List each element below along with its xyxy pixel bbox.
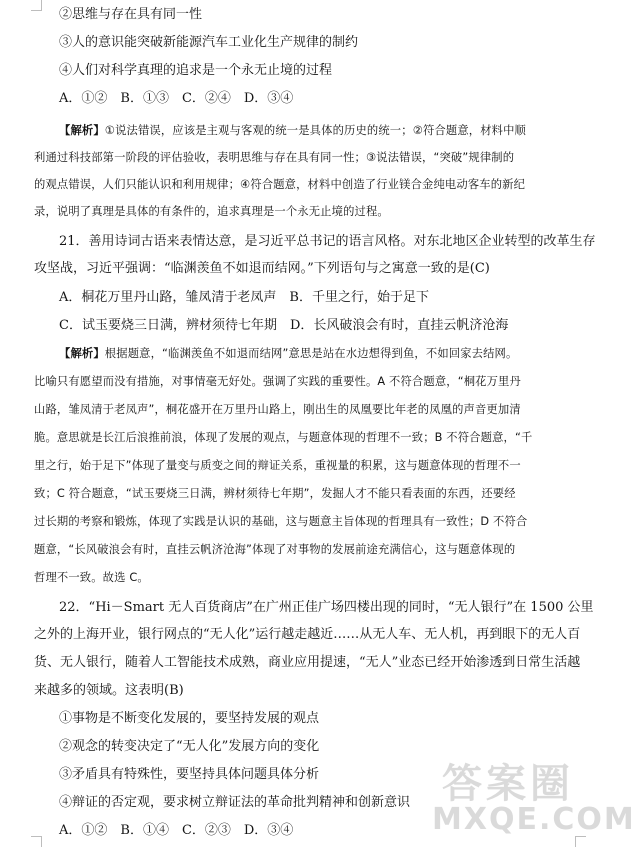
question-22-option-3: ③矛盾具有特殊性，要坚持具体问题具体分析 — [59, 767, 320, 782]
explanation-text: 根据题意，“临渊羡鱼不如退而结网”意思是站在水边想得到鱼，不如回家去结网。 — [104, 347, 518, 360]
question-22-option-1: ①事物是不断变化发展的，要坚持发展的观点 — [59, 711, 320, 726]
explanation-line: 里之行，始于足下”体现了量变与质变之间的辩证关系，重视量的积累，这与题意体现的哲理不一 — [34, 459, 521, 472]
explanation-line — [59, 345, 517, 363]
question-21-options: C．试玉要烧三日满，辨材须待七年期 D．长风破浪会有时，直挂云帆济沧海 — [59, 318, 509, 333]
explanation-text: ①说法错误，应该是主观与客观的统一是具体的历史的统一；②符合题意，材料中顺 — [104, 124, 526, 137]
question-22-choices: A．①② B．①④ C．②③ D．③④ — [59, 823, 294, 838]
option-line-2: ②思维与存在具有同一性 — [59, 7, 203, 22]
question-22-option-2: ②观念的转变决定了“无人化”发展方向的变化 — [59, 739, 320, 754]
explanation-line: 利通过科技部第一阶段的评估验收，表明思维与存在具有同一性；③说法错误，“突破”规律制的 — [34, 151, 515, 164]
option-line-3: ③人的意识能突破新能源汽车工业化生产规律的制约 — [59, 35, 359, 50]
watermark-bottom: MXQE.COM — [432, 802, 636, 837]
explanation-line: 题意，“长风破浪会有时，直挂云帆济沧海”体现了对事物的发展前途充满信心，这与题意体现的 — [34, 543, 516, 556]
margin-mark-bottom-left — [31, 836, 42, 847]
question-21-options: A．桐花万里丹山路，雏凤清于老凤声 B．千里之行，始于足下 — [59, 290, 429, 305]
question-21-text: 21．善用诗词古语来表情达意，是习近平总书记的语言风格。对东北地区企业转型的改革生存 — [59, 234, 596, 249]
option-line-4: ④人们对科学真理的追求是一个永无止境的过程 — [59, 63, 333, 78]
explanation-line: 脆。意思就是长江后浪推前浪，体现了发展的观点，与题意体现的哲理不一致；B 不符合题意，“千 — [34, 431, 533, 444]
question-22-option-4: ④辩证的否定观，要求树立辩证法的革命批判精神和创新意识 — [59, 795, 411, 810]
explanation-line: 过长期的考察和锻炼，体现了实践是认识的基础，这与题意主旨体现的哲理具有一致性；D 不符合 — [34, 515, 528, 528]
answer-choices: A．①② B．①③ C．②④ D．③④ — [59, 91, 294, 106]
question-22-text: 来越多的领域。这表明(B) — [34, 683, 184, 698]
question-22-text: 之外的上海开业，银行网点的“无人化”运行越走越近……从无人车、无人机，再到眼下的无人百 — [34, 627, 581, 642]
explanation-line: 哲理不一致。故选 C。 — [34, 571, 149, 584]
explanation-tag: 【解析】 — [59, 124, 105, 137]
explanation-line: 致；C 符合题意，“试玉要烧三日满，辨材须待七年期”，发掘人才不能只看表面的东西，还要经 — [34, 487, 516, 500]
site-watermark — [432, 752, 636, 842]
question-22-text: 货、无人银行，随着人工智能技术成熟，商业应用提速，“无人”业态已经开始渗透到日常生活越 — [34, 655, 581, 670]
watermark-top: 答案圈 — [442, 761, 574, 807]
explanation-line — [59, 122, 526, 140]
margin-mark-top-left — [31, 0, 42, 11]
explanation-line: 的观点错误，人们只能认识和利用规律；④符合题意，材料中创造了行业镁合金纯电动客车的新纪 — [34, 178, 526, 191]
margin-mark-bottom-right — [575, 836, 586, 847]
explanation-tag: 【解析】 — [59, 347, 105, 360]
question-21-text: 攻坚战，习近平强调：“临渊羡鱼不如退而结网。”下列语句与之寓意一致的是(C) — [34, 261, 490, 276]
explanation-line: 比喻只有愿望而没有措施，对事情毫无好处。强调了实践的重要性。A 不符合题意，“桐花万里丹 — [34, 375, 521, 388]
explanation-line: 山路，雏凤清于老凤声”，桐花盛开在万里丹山路上，刚出生的凤凰要比年老的凤凰的声音更加清 — [34, 403, 521, 416]
explanation-line: 录，说明了真理是具体的有条件的，追求真理是一个永无止境的过程。 — [34, 205, 389, 218]
question-22-text: 22．“Hi－Smart 无人百货商店”在广州正佳广场四楼出现的同时，“无人银行”在 1500 公里 — [59, 600, 594, 615]
